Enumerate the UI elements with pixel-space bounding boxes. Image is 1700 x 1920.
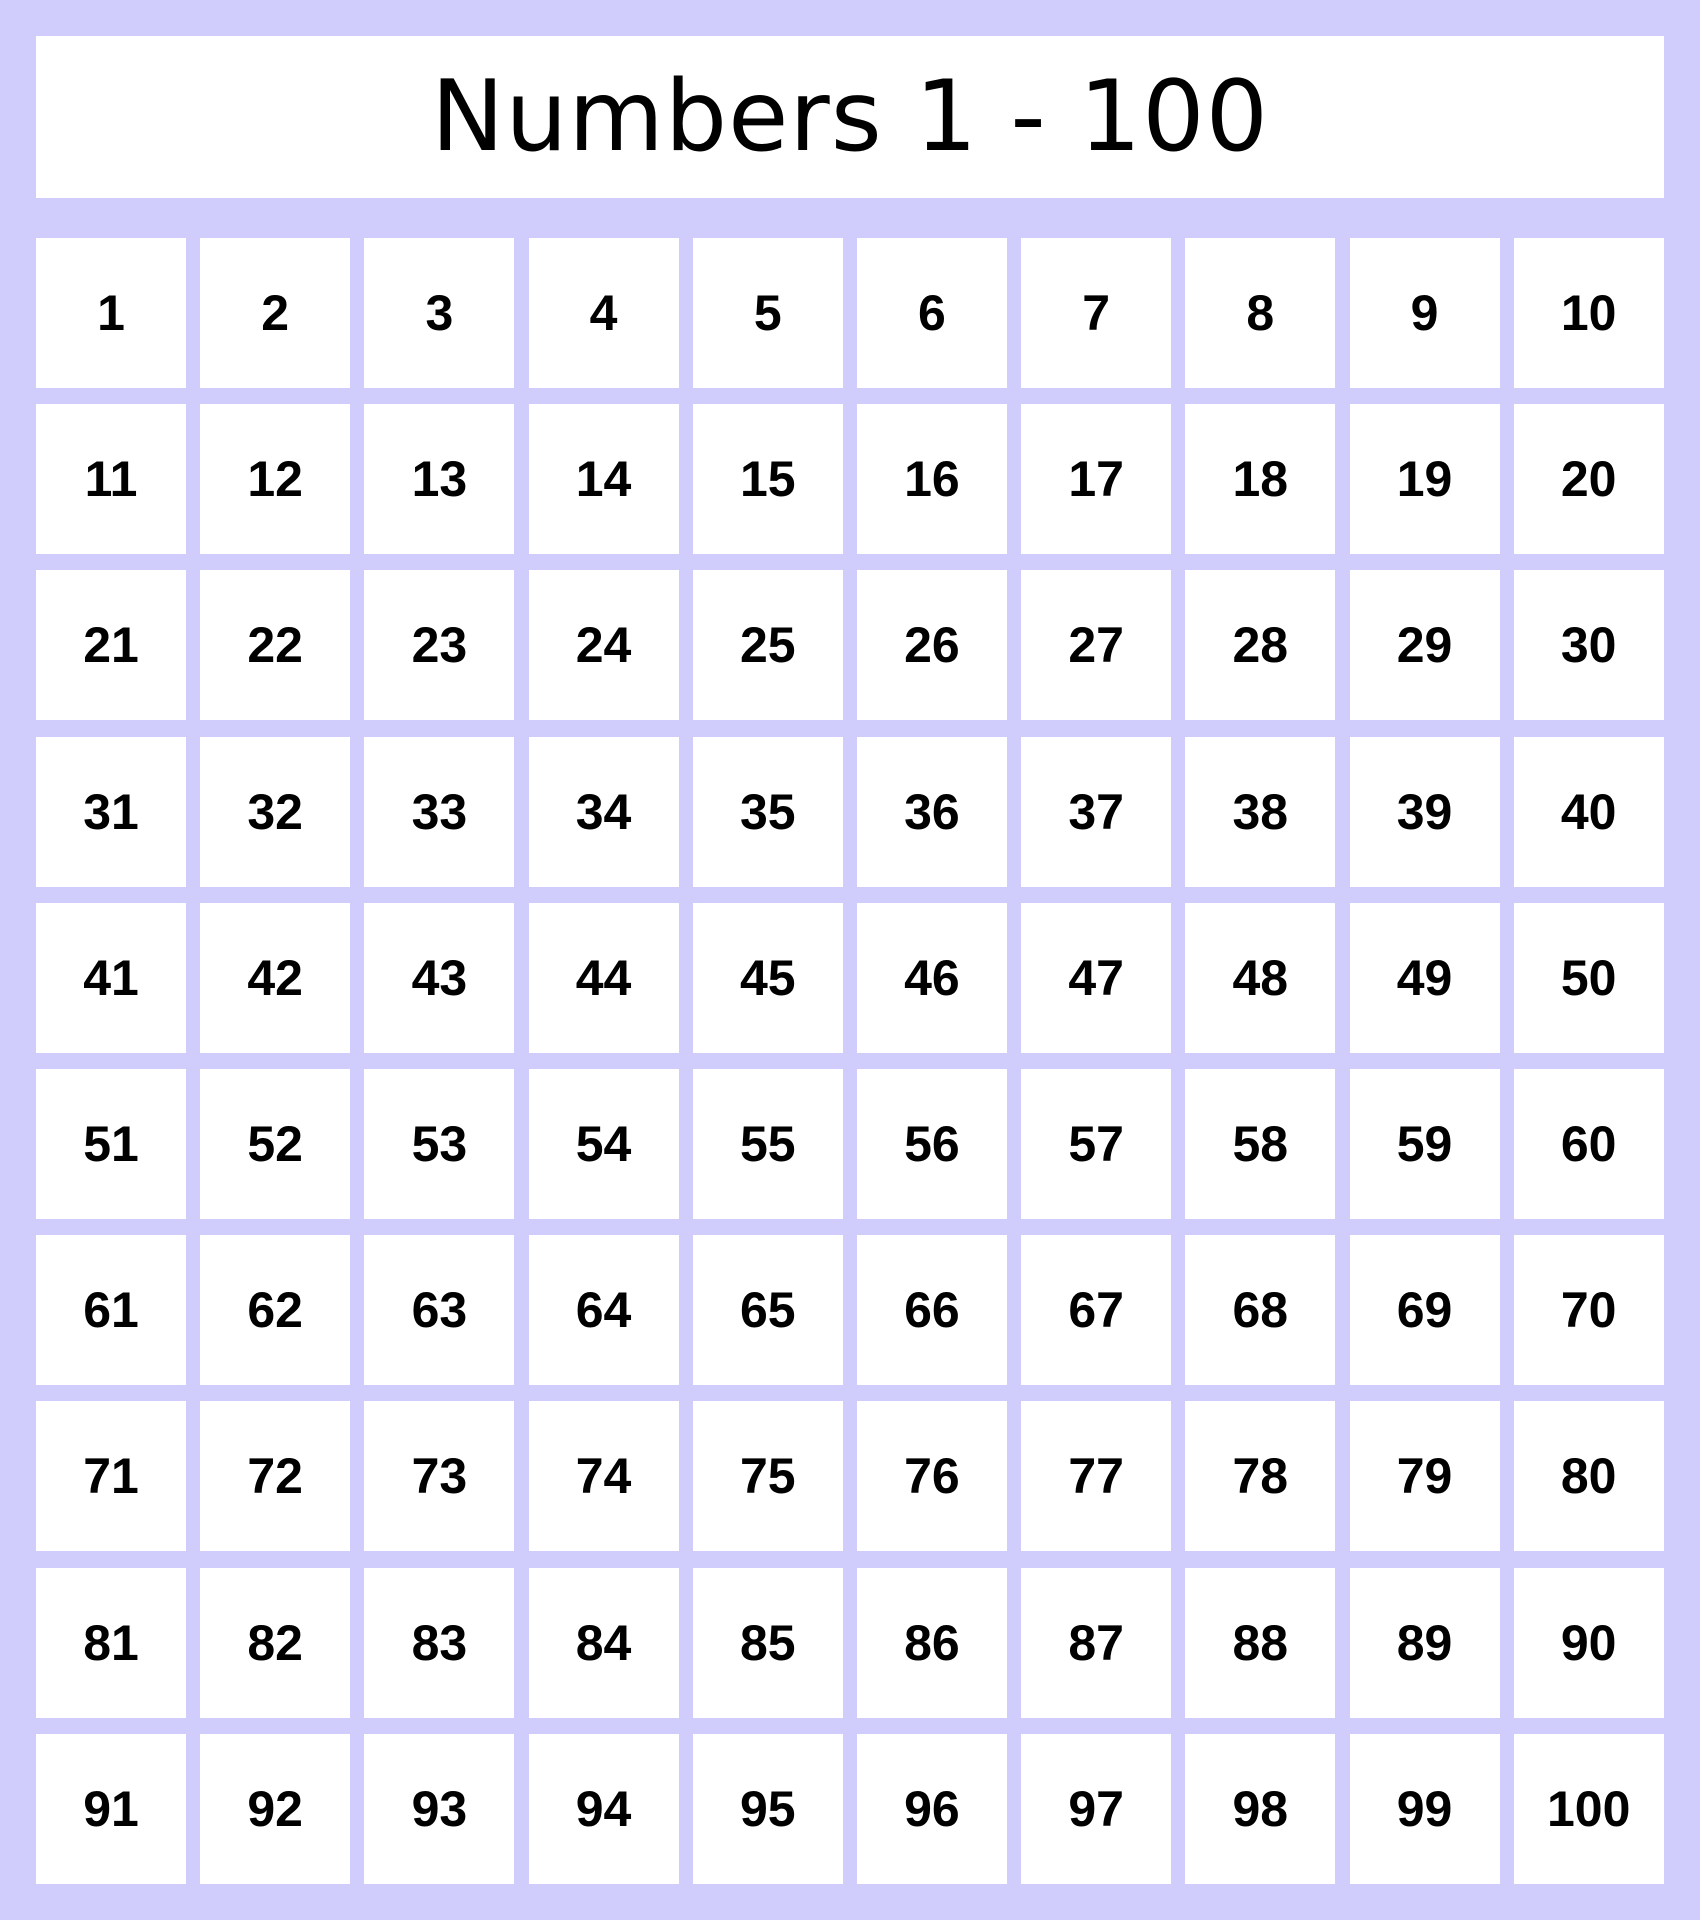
number-cell: 91 <box>36 1734 186 1884</box>
number-cell: 73 <box>364 1401 514 1551</box>
number-cell: 10 <box>1514 238 1664 388</box>
number-cell: 93 <box>364 1734 514 1884</box>
number-cell: 88 <box>1185 1568 1335 1718</box>
number-cell: 19 <box>1350 404 1500 554</box>
number-cell: 18 <box>1185 404 1335 554</box>
number-cell: 60 <box>1514 1069 1664 1219</box>
number-cell: 48 <box>1185 903 1335 1053</box>
number-cell: 78 <box>1185 1401 1335 1551</box>
number-cell: 26 <box>857 570 1007 720</box>
number-cell: 83 <box>364 1568 514 1718</box>
number-cell: 95 <box>693 1734 843 1884</box>
number-cell: 38 <box>1185 737 1335 887</box>
number-cell: 14 <box>529 404 679 554</box>
number-cell: 6 <box>857 238 1007 388</box>
number-cell: 40 <box>1514 737 1664 887</box>
number-cell: 84 <box>529 1568 679 1718</box>
number-cell: 82 <box>200 1568 350 1718</box>
number-cell: 32 <box>200 737 350 887</box>
number-cell: 66 <box>857 1235 1007 1385</box>
number-cell: 9 <box>1350 238 1500 388</box>
number-cell: 54 <box>529 1069 679 1219</box>
number-cell: 74 <box>529 1401 679 1551</box>
number-cell: 79 <box>1350 1401 1500 1551</box>
number-cell: 81 <box>36 1568 186 1718</box>
number-cell: 55 <box>693 1069 843 1219</box>
number-cell: 33 <box>364 737 514 887</box>
number-cell: 92 <box>200 1734 350 1884</box>
number-cell: 52 <box>200 1069 350 1219</box>
number-cell: 12 <box>200 404 350 554</box>
number-cell: 59 <box>1350 1069 1500 1219</box>
number-cell: 29 <box>1350 570 1500 720</box>
number-cell: 27 <box>1021 570 1171 720</box>
number-cell: 4 <box>529 238 679 388</box>
number-cell: 11 <box>36 404 186 554</box>
number-cell: 96 <box>857 1734 1007 1884</box>
number-cell: 89 <box>1350 1568 1500 1718</box>
number-cell: 20 <box>1514 404 1664 554</box>
number-cell: 75 <box>693 1401 843 1551</box>
number-cell: 21 <box>36 570 186 720</box>
number-cell: 30 <box>1514 570 1664 720</box>
number-cell: 67 <box>1021 1235 1171 1385</box>
number-cell: 100 <box>1514 1734 1664 1884</box>
number-cell: 35 <box>693 737 843 887</box>
number-cell: 57 <box>1021 1069 1171 1219</box>
number-cell: 7 <box>1021 238 1171 388</box>
number-cell: 70 <box>1514 1235 1664 1385</box>
number-cell: 64 <box>529 1235 679 1385</box>
number-cell: 50 <box>1514 903 1664 1053</box>
number-cell: 25 <box>693 570 843 720</box>
number-cell: 97 <box>1021 1734 1171 1884</box>
number-cell: 24 <box>529 570 679 720</box>
number-cell: 99 <box>1350 1734 1500 1884</box>
number-cell: 68 <box>1185 1235 1335 1385</box>
number-cell: 98 <box>1185 1734 1335 1884</box>
number-cell: 56 <box>857 1069 1007 1219</box>
number-cell: 61 <box>36 1235 186 1385</box>
number-cell: 45 <box>693 903 843 1053</box>
number-cell: 62 <box>200 1235 350 1385</box>
number-cell: 53 <box>364 1069 514 1219</box>
number-cell: 17 <box>1021 404 1171 554</box>
number-cell: 41 <box>36 903 186 1053</box>
number-cell: 94 <box>529 1734 679 1884</box>
number-cell: 90 <box>1514 1568 1664 1718</box>
number-cell: 39 <box>1350 737 1500 887</box>
number-chart-page <box>36 36 1664 1884</box>
number-cell: 13 <box>364 404 514 554</box>
number-cell: 72 <box>200 1401 350 1551</box>
number-cell: 51 <box>36 1069 186 1219</box>
number-cell: 36 <box>857 737 1007 887</box>
number-cell: 71 <box>36 1401 186 1551</box>
number-cell: 28 <box>1185 570 1335 720</box>
number-cell: 34 <box>529 737 679 887</box>
number-cell: 47 <box>1021 903 1171 1053</box>
number-cell: 63 <box>364 1235 514 1385</box>
number-cell: 80 <box>1514 1401 1664 1551</box>
number-cell: 43 <box>364 903 514 1053</box>
number-grid <box>36 238 1664 1884</box>
number-cell: 76 <box>857 1401 1007 1551</box>
number-cell: 65 <box>693 1235 843 1385</box>
number-cell: 42 <box>200 903 350 1053</box>
number-cell: 46 <box>857 903 1007 1053</box>
number-cell: 5 <box>693 238 843 388</box>
number-cell: 22 <box>200 570 350 720</box>
number-cell: 87 <box>1021 1568 1171 1718</box>
number-cell: 86 <box>857 1568 1007 1718</box>
number-cell: 16 <box>857 404 1007 554</box>
number-cell: 1 <box>36 238 186 388</box>
number-cell: 49 <box>1350 903 1500 1053</box>
title-box <box>36 36 1664 198</box>
number-cell: 8 <box>1185 238 1335 388</box>
number-cell: 23 <box>364 570 514 720</box>
number-cell: 85 <box>693 1568 843 1718</box>
number-cell: 2 <box>200 238 350 388</box>
number-cell: 31 <box>36 737 186 887</box>
number-cell: 77 <box>1021 1401 1171 1551</box>
number-cell: 69 <box>1350 1235 1500 1385</box>
number-cell: 15 <box>693 404 843 554</box>
number-cell: 3 <box>364 238 514 388</box>
page-title: Numbers 1 - 100 <box>431 60 1269 174</box>
number-cell: 58 <box>1185 1069 1335 1219</box>
number-cell: 37 <box>1021 737 1171 887</box>
number-cell: 44 <box>529 903 679 1053</box>
